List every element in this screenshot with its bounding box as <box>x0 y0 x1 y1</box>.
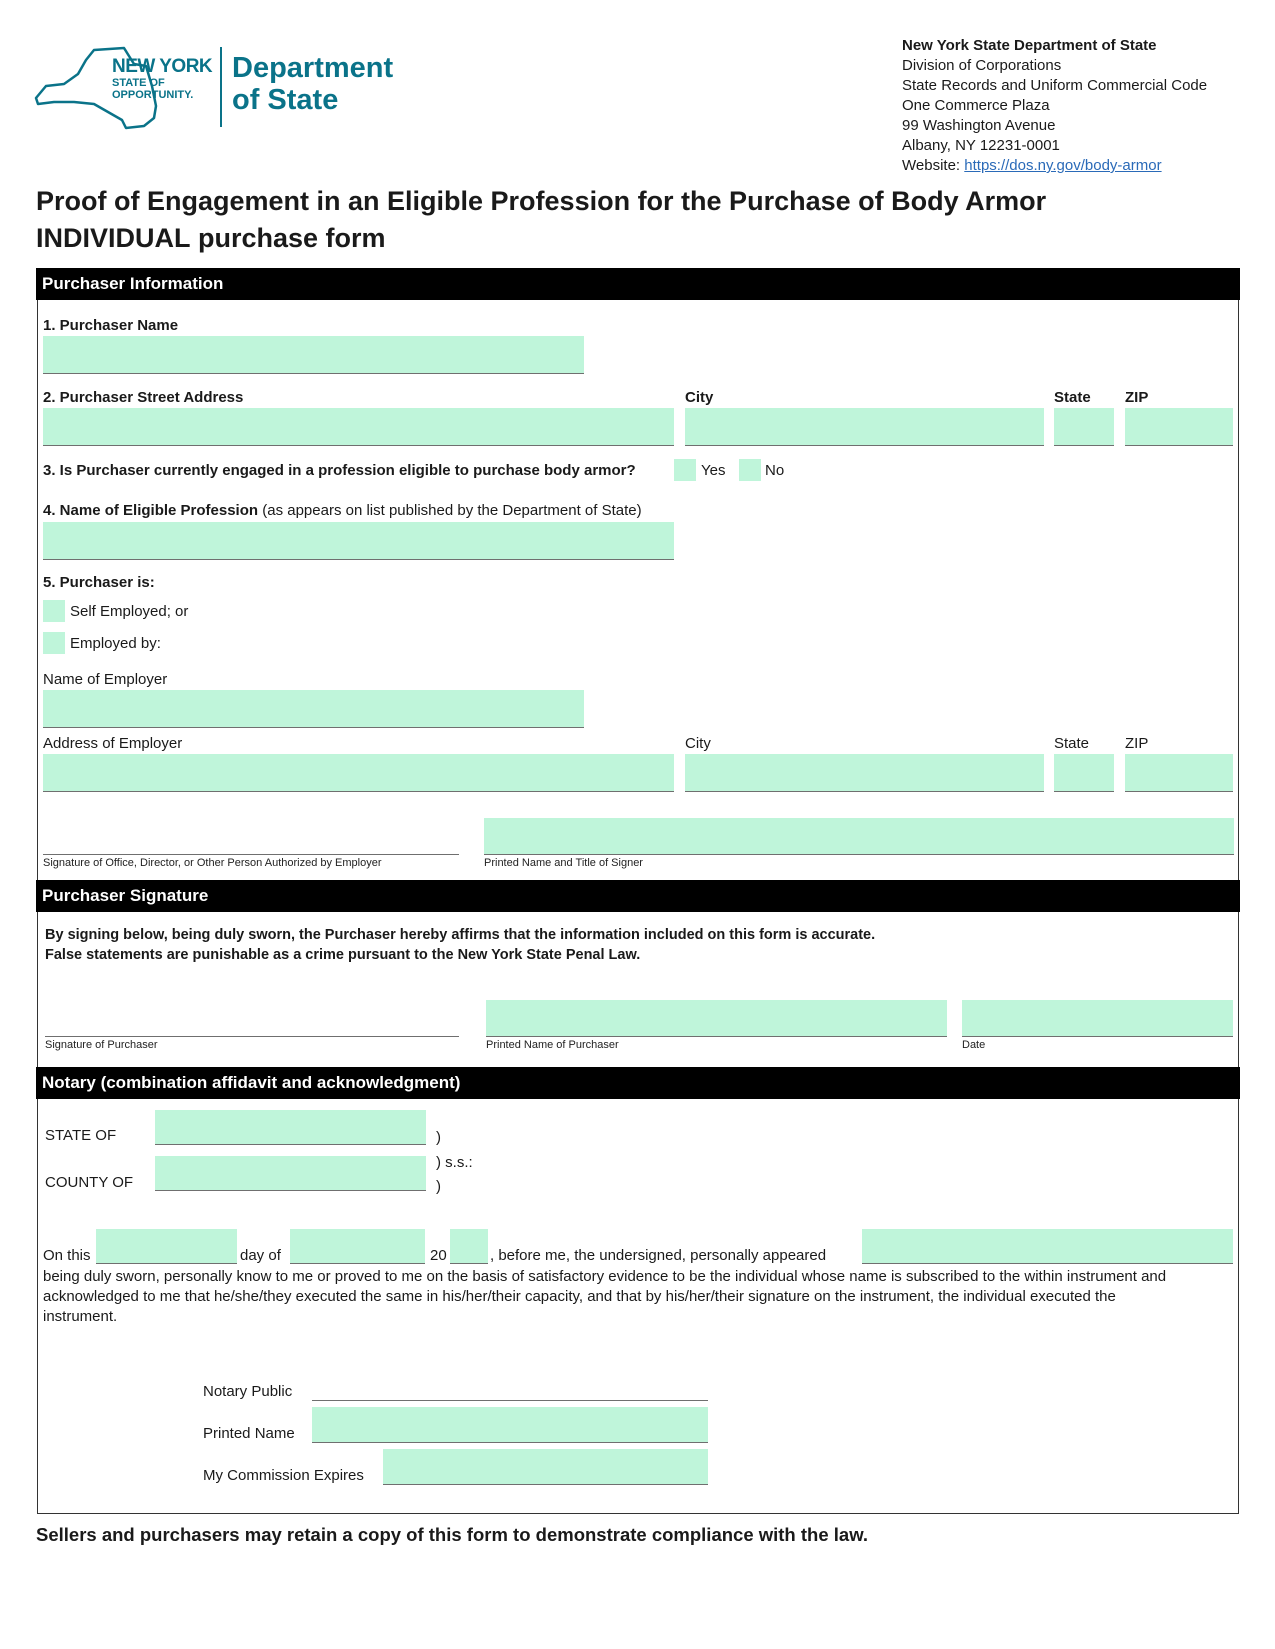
city-label: City <box>685 389 714 406</box>
twenty-label: 20 <box>430 1247 447 1264</box>
logo-divider <box>220 47 222 127</box>
agency-division: Division of Corporations <box>902 57 1062 74</box>
zip-label: ZIP <box>1125 389 1149 406</box>
commission-label: My Commission Expires <box>203 1467 364 1484</box>
no-label: No <box>765 462 785 479</box>
employer-state-field[interactable] <box>1054 754 1114 792</box>
printed-name-label: Printed Name <box>203 1425 295 1442</box>
paren-ss: ) s.s.: <box>436 1154 473 1171</box>
agency-street1: One Commerce Plaza <box>902 97 1050 114</box>
nys-logo <box>34 44 414 134</box>
affirm-line1: By signing below, being duly sworn, the Purchaser hereby affirms that the information included on this form is accurate. <box>45 927 876 943</box>
employer-zip-field[interactable] <box>1125 754 1233 792</box>
county-of-label: COUNTY OF <box>45 1174 134 1191</box>
employer-state-label: State <box>1054 735 1090 752</box>
title-line1: Proof of Engagement in an Eligible Profession for the Purchase of Body Armor <box>36 186 1047 216</box>
purchaser-name-field[interactable] <box>43 336 584 374</box>
purchaser-printed-name-field[interactable] <box>486 1000 947 1037</box>
employer-city-field[interactable] <box>685 754 1044 792</box>
notary-county-field[interactable] <box>155 1156 426 1191</box>
logo-ny-line3: OPPORTUNITY. <box>112 89 194 101</box>
notary-state-field[interactable] <box>155 1110 426 1145</box>
zip-field[interactable] <box>1125 408 1233 446</box>
notary-body-text: being duly sworn, personally know to me or proved to me on the basis of satisfactory evidence to be the individual whose name is subscribed to the within instrument and acknowledged to me that he/she/they executed the same in his/her/their capacity, and that by his/her/their signature on the instrument, the individual executed the instrument. <box>43 1268 1167 1325</box>
purchaser-printed-name-caption: Printed Name of Purchaser <box>486 1039 619 1051</box>
state-label: State <box>1054 389 1091 406</box>
q4-label-bold: 4. Name of Eligible Profession <box>43 502 259 519</box>
employer-address-label: Address of Employer <box>43 735 183 752</box>
section-purchaser-info: Purchaser Information <box>36 268 1240 300</box>
no-checkbox[interactable] <box>739 459 761 481</box>
q3-label: 3. Is Purchaser currently engaged in a profession eligible to purchase body armor? <box>43 462 636 479</box>
paren-3: ) <box>436 1178 441 1195</box>
date-caption: Date <box>962 1039 986 1051</box>
notary-public-label: Notary Public <box>203 1383 293 1400</box>
state-field[interactable] <box>1054 408 1114 446</box>
logo-ny-line1: NEW YORK <box>112 56 213 77</box>
agency-unit: State Records and Uniform Commercial Code <box>902 77 1208 94</box>
street-address-field[interactable] <box>43 408 674 446</box>
self-employed-label: Self Employed; or <box>70 603 189 620</box>
employer-name-field[interactable] <box>43 690 584 728</box>
agency-city-line: Albany, NY 12231-0001 <box>902 137 1060 154</box>
agency-name: New York State Department of State <box>902 37 1157 54</box>
city-field[interactable] <box>685 408 1044 446</box>
title-line2 <box>36 220 1046 257</box>
employer-signature-caption: Signature of Office, Director, or Other Person Authorized by Employer <box>43 857 382 869</box>
on-this-label: On this <box>43 1247 91 1264</box>
notary-printed-name-field[interactable] <box>312 1407 708 1443</box>
employer-city-label: City <box>685 735 711 752</box>
website-label: Website: <box>902 157 961 174</box>
notary-day-field[interactable] <box>96 1229 237 1264</box>
section-purchaser-signature: Purchaser Signature <box>36 880 1240 912</box>
paren-1: ) <box>436 1129 441 1146</box>
notary-year-field[interactable] <box>450 1229 488 1264</box>
day-of-label: day of <box>240 1247 281 1264</box>
notary-month-field[interactable] <box>290 1229 425 1264</box>
yes-checkbox[interactable] <box>674 459 696 481</box>
footer-note: Sellers and purchasers may retain a copy of this form to demonstrate compliance with the law. <box>36 1524 869 1545</box>
state-of-label: STATE OF <box>45 1127 117 1144</box>
title-rest: purchase form <box>190 223 386 253</box>
q1-label: 1. Purchaser Name <box>43 317 179 334</box>
employer-signature-line[interactable] <box>43 818 459 855</box>
notary-public-signature-line[interactable] <box>312 1366 708 1401</box>
signer-printed-name-caption: Printed Name and Title of Signer <box>484 857 643 869</box>
website-link[interactable]: https://dos.ny.gov/body-armor <box>964 157 1162 174</box>
appeared-name-field[interactable] <box>862 1229 1233 1264</box>
self-employed-checkbox[interactable] <box>43 600 65 622</box>
yes-label: Yes <box>701 462 726 479</box>
affirm-line2: False statements are punishable as a crime pursuant to the New York State Penal Law. <box>45 947 641 963</box>
agency-website <box>902 156 1207 176</box>
employed-by-label: Employed by: <box>70 635 161 652</box>
q4-label-rest: (as appears on list published by the Department of State) <box>258 502 642 519</box>
form-title <box>36 183 1046 257</box>
commission-expires-field[interactable] <box>383 1449 708 1485</box>
employer-zip-label: ZIP <box>1125 735 1149 752</box>
logo-ny-line2: STATE OF <box>112 77 165 89</box>
logo-dept-line2: of State <box>232 84 339 116</box>
purchaser-signature-caption: Signature of Purchaser <box>45 1039 158 1051</box>
purchaser-signature-line[interactable] <box>45 1000 459 1037</box>
q5-label: 5. Purchaser is: <box>43 574 155 591</box>
q4-label <box>43 502 642 519</box>
agency-street2: 99 Washington Avenue <box>902 117 1056 134</box>
section-notary: Notary (combination affidavit and acknowledgment) <box>36 1067 1240 1099</box>
logo-dept-line1: Department <box>232 52 394 84</box>
employer-name-label: Name of Employer <box>43 671 168 688</box>
agency-address-block <box>902 36 1207 176</box>
profession-field[interactable] <box>43 522 674 560</box>
employer-address-field[interactable] <box>43 754 674 792</box>
q2-label: 2. Purchaser Street Address <box>43 389 244 406</box>
title-individual: INDIVIDUAL <box>36 223 191 253</box>
employed-by-checkbox[interactable] <box>43 632 65 654</box>
signer-printed-name-field[interactable] <box>484 818 1234 855</box>
date-field[interactable] <box>962 1000 1233 1037</box>
before-me-label: , before me, the undersigned, personally appeared <box>490 1247 827 1264</box>
